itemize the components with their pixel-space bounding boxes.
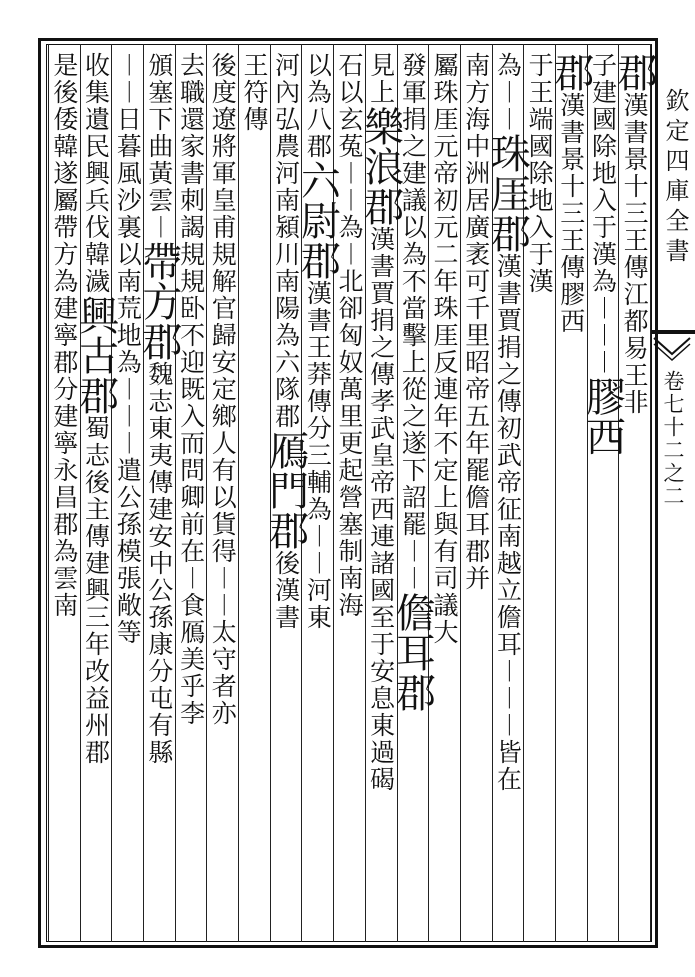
text-segment: 于王端國除地入于漢 bbox=[525, 52, 555, 295]
text-segment: 發軍捐之建議以為不當擊上從之遂下詔罷︱︱ bbox=[398, 52, 428, 592]
place-heading: 六尉郡 bbox=[294, 160, 341, 280]
place-heading: 膠西 bbox=[579, 376, 626, 456]
book-margin bbox=[652, 40, 695, 960]
text-segment: 南方海中洲居廣袤可千里昭帝五年罷儋耳郡并 bbox=[461, 52, 491, 592]
text-segment: 子建國除地入于漢為︱︱︱ bbox=[588, 52, 618, 376]
text-segment: 漢書景十三王傳膠西 bbox=[556, 92, 586, 335]
text-segment: 後漢書 bbox=[271, 550, 301, 631]
text-segment: 漢書景十三王傳江都易王非 bbox=[620, 92, 650, 416]
text-segment: 為︱︱ bbox=[493, 52, 523, 133]
text-segment: 去職還家書刺謁規規卧不迎既入而問卿前在︱食鴈美乎李 bbox=[176, 52, 206, 727]
fish-tail-icon bbox=[652, 332, 692, 372]
text-segment: 以為八郡 bbox=[303, 52, 333, 160]
place-heading: 興古郡 bbox=[72, 295, 119, 415]
text-segment: 河東 bbox=[303, 577, 333, 631]
text-segment: 以南荒地為︱︱︱遣公孫模張敞等 bbox=[113, 241, 143, 646]
text-segment: 是後倭韓遂屬帶方 bbox=[49, 52, 79, 268]
text-segment: 見上 bbox=[366, 52, 396, 106]
text-segment: 河內弘農河南潁川南陽為六隊郡 bbox=[271, 52, 301, 430]
text-segment: 石以玄菟︱︱為︱北卻匈奴萬里更起營塞制南海 bbox=[335, 52, 364, 619]
place-heading: 珠厓郡 bbox=[484, 133, 531, 253]
text-segment: 王符傳 bbox=[239, 52, 269, 133]
text-segment: 後度遼將軍皇甫規解官歸安定鄉人有以貨得︱︱太守者亦 bbox=[208, 52, 238, 727]
text-segment: 魏志東夷傳建安中公孫康分屯有縣 bbox=[144, 361, 174, 766]
place-heading: 帶方郡 bbox=[135, 241, 182, 361]
text-column bbox=[263, 52, 309, 631]
text-segment: ︱︱日暮風沙裏 bbox=[113, 52, 143, 241]
text-segment: 漢書賈捐之傳初武帝征南越立儋耳︱︱︱皆在 bbox=[493, 253, 523, 793]
place-heading: 鴈門郡 bbox=[262, 430, 309, 550]
place-heading: 郡 bbox=[611, 52, 658, 92]
text-segment: 為建寧郡分建寧永昌郡為雲南 bbox=[49, 268, 79, 619]
place-heading: 儋耳郡 bbox=[389, 592, 436, 712]
text-segment: 屬珠厓元帝初元二年珠厓反連年不定上與有司議大 bbox=[430, 52, 460, 646]
text-segment: 漢書王莽傳分三輔為︱︱ bbox=[303, 280, 333, 577]
text-segment: 收集遺民興兵伐韓濊 bbox=[81, 52, 111, 295]
book-title: 欽定四庫全書 bbox=[661, 88, 689, 268]
text-segment: 頒塞下曲黃雲︱ bbox=[144, 52, 174, 241]
text-column bbox=[41, 52, 87, 619]
volume-label: 卷七十二之二 bbox=[661, 370, 685, 508]
place-heading: 樂浪郡 bbox=[357, 106, 404, 226]
text-segment: 漢書賈捐之傳孝武皇帝西連諸國至于安息東過碣 bbox=[366, 226, 396, 793]
place-heading: 郡 bbox=[547, 52, 594, 92]
text-segment: 蜀志後主傳建興三年改益州郡 bbox=[81, 415, 111, 766]
